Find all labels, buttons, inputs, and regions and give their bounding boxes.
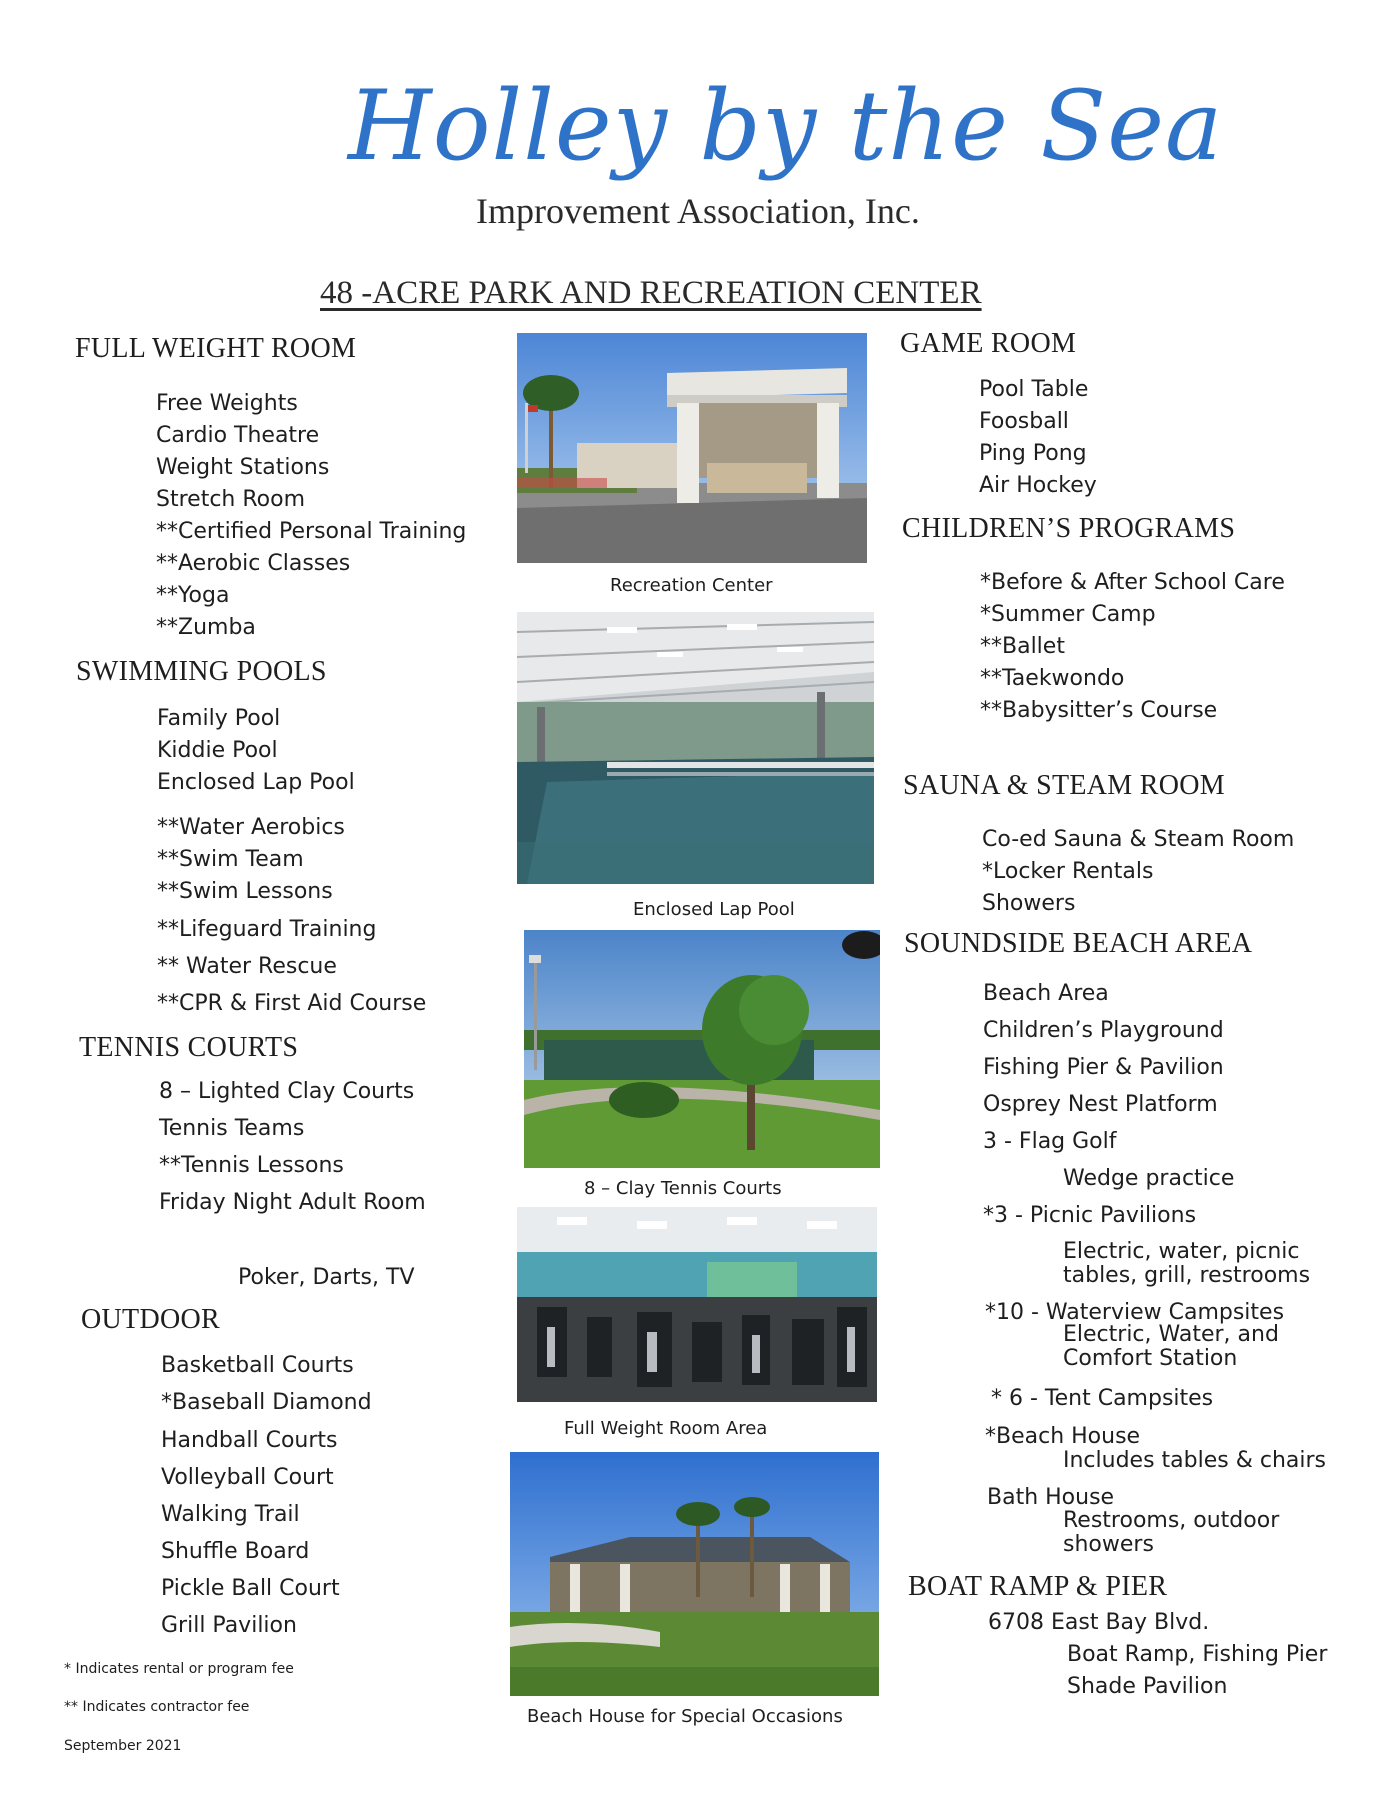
list-item: ** Water Rescue [157, 954, 337, 979]
list-item: *Baseball Diamond [161, 1390, 372, 1415]
heading-swimming-pools: SWIMMING POOLS [76, 656, 327, 687]
list-item: Poker, Darts, TV [238, 1265, 415, 1290]
photo-enclosed-lap-pool [517, 612, 874, 884]
list-item: **Swim Team [157, 847, 304, 872]
heading-tennis-courts: TENNIS COURTS [79, 1032, 299, 1063]
list-item: Foosball [979, 409, 1069, 434]
heading-childrens-programs: CHILDREN’S PROGRAMS [902, 513, 1236, 544]
list-item: **Babysitter’s Course [980, 698, 1218, 723]
list-item: Electric, water, picnic tables, grill, restrooms [1063, 1239, 1311, 1288]
footnote-rental: * Indicates rental or program fee [64, 1661, 294, 1677]
list-item: **Ballet [980, 634, 1065, 659]
list-item: **Water Aerobics [157, 815, 345, 840]
photo-recreation-center [517, 333, 867, 563]
heading-sauna-steam: SAUNA & STEAM ROOM [903, 770, 1225, 801]
list-item: Tennis Teams [159, 1116, 305, 1141]
list-item: **CPR & First Aid Course [157, 991, 427, 1016]
heading-boat-ramp: BOAT RAMP & PIER [908, 1571, 1168, 1602]
list-item: Pickle Ball Court [161, 1576, 340, 1601]
list-item: **Zumba [156, 615, 256, 640]
list-item: Boat Ramp, Fishing Pier [1067, 1642, 1328, 1667]
list-item: **Taekwondo [980, 666, 1125, 691]
list-item: **Tennis Lessons [159, 1153, 344, 1178]
list-item: Air Hockey [979, 473, 1097, 498]
list-item: *Summer Camp [980, 602, 1156, 627]
list-item: 8 – Lighted Clay Courts [159, 1079, 415, 1104]
list-item: **Certified Personal Training [156, 519, 467, 544]
list-item: Volleyball Court [161, 1465, 334, 1490]
list-item: *10 - Waterview Campsites [985, 1300, 1285, 1325]
caption-recreation-center: Recreation Center [610, 575, 773, 596]
caption-clay-tennis-courts: 8 – Clay Tennis Courts [584, 1178, 782, 1199]
list-item: Shuffle Board [161, 1539, 310, 1564]
list-item: **Yoga [156, 583, 230, 608]
list-item: Basketball Courts [161, 1353, 354, 1378]
list-item: Shade Pavilion [1067, 1674, 1228, 1699]
list-item: Pool Table [979, 377, 1089, 402]
list-item: * 6 - Tent Campsites [991, 1386, 1214, 1411]
list-item: *3 - Picnic Pavilions [983, 1203, 1197, 1228]
caption-enclosed-lap-pool: Enclosed Lap Pool [633, 899, 795, 920]
logo-script: Holley by the Sea [348, 70, 1224, 182]
list-item: Ping Pong [979, 441, 1087, 466]
heading-weight-room: FULL WEIGHT ROOM [75, 333, 357, 364]
list-item: Free Weights [156, 391, 298, 416]
list-item: 3 - Flag Golf [983, 1129, 1117, 1154]
heading-soundside-beach: SOUNDSIDE BEACH AREA [904, 928, 1253, 959]
list-item: **Aerobic Classes [156, 551, 351, 576]
list-item: Beach Area [983, 981, 1109, 1006]
list-item: *Beach House [985, 1424, 1141, 1449]
list-item: Kiddie Pool [157, 738, 278, 763]
list-item: Friday Night Adult Room [159, 1190, 426, 1215]
list-item: Grill Pavilion [161, 1613, 297, 1638]
list-item: Walking Trail [161, 1502, 300, 1527]
photo-full-weight-room [517, 1207, 877, 1402]
list-item: Wedge practice [1063, 1166, 1235, 1191]
list-item: Restrooms, outdoor showers [1063, 1508, 1280, 1557]
photo-clay-tennis-courts [524, 930, 880, 1168]
page-title: 48 -ACRE PARK AND RECREATION CENTER [320, 275, 982, 311]
footnote-contractor: ** Indicates contractor fee [64, 1699, 250, 1715]
date-note: September 2021 [64, 1738, 182, 1754]
photo-beach-house [510, 1452, 879, 1696]
heading-outdoor: OUTDOOR [81, 1304, 220, 1335]
list-item: **Swim Lessons [157, 879, 333, 904]
list-item: Includes tables & chairs [1063, 1448, 1327, 1473]
list-item: Co-ed Sauna & Steam Room [982, 827, 1295, 852]
list-item: Handball Courts [161, 1428, 338, 1453]
logo-subtitle: Improvement Association, Inc. [476, 191, 920, 231]
list-item: Fishing Pier & Pavilion [983, 1055, 1224, 1080]
list-item: Cardio Theatre [156, 423, 320, 448]
list-item: Showers [982, 891, 1076, 916]
heading-game-room: GAME ROOM [900, 328, 1077, 359]
list-item: Children’s Playground [983, 1018, 1224, 1043]
list-item: Electric, Water, and Comfort Station [1063, 1322, 1279, 1371]
list-item: Stretch Room [156, 487, 305, 512]
list-item: Family Pool [157, 706, 281, 731]
list-item: Enclosed Lap Pool [157, 770, 355, 795]
caption-beach-house: Beach House for Special Occasions [527, 1706, 843, 1727]
list-item: *Before & After School Care [980, 570, 1285, 595]
list-item: *Locker Rentals [982, 859, 1154, 884]
list-item: Bath House [987, 1485, 1115, 1510]
list-item: Weight Stations [156, 455, 330, 480]
caption-full-weight-room: Full Weight Room Area [564, 1418, 768, 1439]
list-item: 6708 East Bay Blvd. [988, 1610, 1210, 1635]
list-item: Osprey Nest Platform [983, 1092, 1218, 1117]
list-item: **Lifeguard Training [157, 917, 377, 942]
